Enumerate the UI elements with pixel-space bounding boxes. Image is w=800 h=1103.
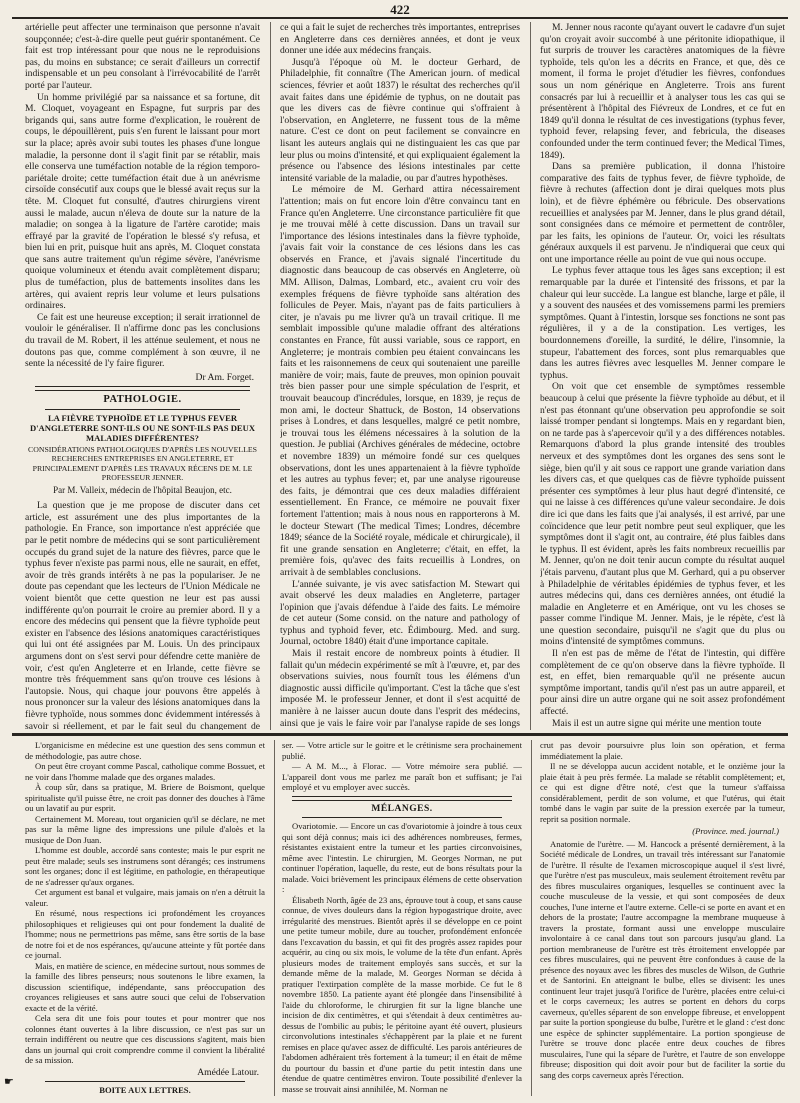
paragraph: Un homme privilégié par sa naissance et sa fortune, dit M. Cloquet, voyageant en Espagne, fut surpris par des brigands qui, sans autre forme d'explication, le rouèrent de coups, le dépouillèrent, puis s'en furent le laissant pour mort sur la place; après avoir subi toutes les phases d'une longue maladie, la personne dont il s'agit finit par se rétablir, mais elle conserva une tuméfaction notable de la région temporo-pariétale droite; cette tuméfaction était due à un anévrisme cirsoïde consécutif aux coups que le blessé avait reçus sur la tête. M. Cloquet fut consulté, d'autres chirurgiens virent aussi le malade, aucun n'éleva de doute sur la nature de la maladie; on songea à la ligature de l'artère carotide; mais effrayé par la gravité de l'opération le blessé s'y refusa, et bien lui en prit, puisque huit ans après, M. Cloquet constata que sans autre traitement qu'un régime sévère, l'anévrisme quoique volumineux et étendu avait complètement disparu; plus de tuméfaction, plus de battements insolites dans les artères, qui avaient repris leur volume et leurs pulsations ordinaires. <box>25 91 260 312</box>
paragraph: artérielle peut affecter une terminaison que personne n'avait soupçonnée; c'est-à-dire quelle peut guérir spontanément. Ce fait est trop intéressant pour que nous ne le reproduisions pas, du moins en substance; ce serait d'ailleurs un correctif indispensable et un peu consolant à l'irrévocabilité de l'arrêt porté par l'auteur. <box>25 22 260 91</box>
paragraph: L'homme est double, accordé sans conteste; mais le pur esprit ne peut être malade; seuls ses instrumens sont dérangés; ces instrumens sont les organes; donc il est légitime, en pathologie, en thérapeutique de ne s'adresser qu'aux organes. <box>25 845 265 887</box>
column-3 <box>540 22 785 730</box>
column-rule <box>274 740 275 1096</box>
paragraph: ce qui a fait le sujet de recherches très importantes, entreprises en Angleterre dans ces dernières années, et dont je veux donner une idée aux médecins français. <box>280 22 520 57</box>
paragraph: Il ne se développa aucun accident notable, et le onzième jour la plaie était à peu près fermée. La malade se rétablit complètement; et, ce qui est digne d'être noté, c'est que la tumeur s'affaissa considérablement, perdit de son volume, et que l'utérus, qui était tombé dans le vagin par suite de la pression exercée par la tumeur, reprit sa position normale. <box>540 761 785 824</box>
divider <box>45 1081 245 1082</box>
column-rule <box>531 740 532 1096</box>
paragraph: crut pas devoir poursuivre plus loin son opération, et ferma immédiatement la plaie. <box>540 740 785 761</box>
page-number: 422 <box>390 2 410 17</box>
paragraph: L'organicisme en médecine est une question des sens commun et de méthodologie, pas autre chose. <box>25 740 265 761</box>
paragraph: — A M. M..., à Florac. — Votre mémoire sera publié. — L'appareil dont vous me parlez me paraît bon et suffisant; je l'ai employé et vu employer avec succès. <box>282 761 522 792</box>
paragraph: Il n'en est pas de même de l'état de l'intestin, qui diffère complètement de ce qu'on observe dans la fièvre typhoïde. Il est, en effet, bien remarquable qu'il ne présente aucun symptôme important, tandis qu'il n'est pas un autre appareil, et pour ainsi dire un autre organe qui ne soit assez profondément affecté. <box>540 648 785 718</box>
article-subtitle: CONSIDÉRATIONS PATHOLOGIQUES D'APRÈS LES NOUVELLES RECHERCHES ENTREPRISES EN ANGLETERRE, ET PRINCIPALEMENT D'APRÈS LES TRAVAUX RÉCENS DE M. LE PROFESSEUR JENNER. <box>28 445 257 483</box>
section-divider <box>292 796 512 801</box>
column-2 <box>280 22 520 730</box>
letters-box-title: BOITE AUX LETTRES. <box>99 1085 191 1095</box>
paragraph: Ovariotomie. — Encore un cas d'ovariotomie à joindre à tous ceux qui sont déjà connus; mais ici des adhérences nombreuses, fermes, résistantes existaient entre la tumeur et les parties circonvoisines, même avec l'intestin. Le chirurgien, M. Georges Norman, ne put continuer l'opération, laquelle, du reste, eut de bons résultats pour la malade. Voici brièvement les principaux élémens de cette observation : <box>282 821 522 894</box>
section-divider <box>35 386 250 391</box>
section-title: PATHOLOGIE. <box>103 394 182 406</box>
bottom-column-2 <box>282 740 522 1096</box>
paragraph: Jusqu'à l'époque où M. le docteur Gerhard, de Philadelphie, fit connaître (The American journ. of medical sciences, février et août 1837) le résultat des recherches qu'il avait faites dans une épidémie de typhus, on ne doutait pas que les divers cas de fièvre continue qui s'offraient à l'observation, en Angleterre, ne fussent tous de la même nature. C'est ce dont on peut facilement se convaincre en lisant les auteurs anglais qui ne distinguaient les cas que par leur plus ou moins d'intensité, et qui expliquaient également la présence ou l'absence des lésions intestinales par cette intensité variable de la maladie, ou par d'autres hypothèses. <box>280 56 520 184</box>
header-rule <box>12 17 788 19</box>
source-citation: (Province. med. journal.) <box>692 826 779 836</box>
author-signature: Amédée Latour. <box>197 1066 259 1078</box>
byline: Par M. Valleix, médecin de l'hôpital Beaujon, etc. <box>53 484 232 495</box>
column-1 <box>25 22 260 730</box>
paragraph: Certainement M. Moreau, tout organicien qu'il se déclare, ne met pas sur la même ligne des impressions une pilule d'aloès et la musique de Don Juan. <box>25 813 265 845</box>
feuilleton-rule <box>12 733 788 736</box>
divider <box>45 409 240 410</box>
paragraph: Cet argument est banal et vulgaire, mais jamais on n'en a détruit la valeur. <box>25 887 265 908</box>
column-rule <box>270 22 271 730</box>
paragraph: M. Jenner nous raconte qu'ayant ouvert le cadavre d'un sujet qu'on croyait avoir succombé à une péritonite idiopathique, il fut surpris de trouver les caractères anatomiques de la fièvre typhoïde, tels qu'on les a décrits en France, et que, dès ce moment, il forma le projet d'étudier les fièvres, confondues sous un nom générique en Angleterre. Trois ans furent consacrés par lui à recueillir et à analyser tous les cas qui se présentèrent à l'hôpital des Fiévreux de Londres, et ce fut en 1849 qu'il donna le résultat de ces investigations (typhus fever, typhoid fever, relapsing fever, and febricula, the diseases confounded under the term continued fever; the Medical Times, 1849). <box>540 22 785 161</box>
paragraph: Le mémoire de M. Gerhard attira nécessairement l'attention; mais on fut encore loin d'être convaincu tant en France qu'en Angleterre. Une circonstance particulière fit que je me trouvai mêlé à cette discussion. Dans un travail sur l'importance des lésions intestinales dans la fièvre typhoïde, j'avais fait voir la constance de ces lésions dans les cas observés en France, et j'avais signalé l'incertitude du diagnostic dans beaucoup de cas observés en Angleterre, où MM. Allison, Dalmas, Lombard, etc., avaient cru voir des exemples fréquens de fièvre typhoïde sans altération des follicules de Peyer. Mais, n'ayant pas de faits particuliers à citer, je n'avais pu me livrer qu'à un travail critique. Il me semblait impossible qu'une maladie offrant des altérations constantes en France, fût aussi variable, sous ce rapport, en Angleterre; je montrais combien peu étaient convaincans les faits et les raisonnemens de ceux qui soutenaient une pareille manière de voir; mais, faute de preuves, mon opinion pouvait très bien passer pour une simple spéculation de l'esprit, et trouvait beaucoup d'incrédules, lorsque, en 1839, je reçus de mon ami, le docteur Shattuck, de Boston, 14 observations prises à Londres, et dans lesquelles, malgré ce petit nombre, je trouvai tous les élémens nécessaires à la solution de la question. Je publiai (Archives générales de médecine, octobre et novembre 1839) un mémoire fondé sur ces quelques observations, dont les unes appartenaient à la fièvre typhoïde et les autres au typhus fever; et, par une analyse rigoureuse des faits, je démontrai que ces deux maladies différaient essentiellement. En France, ce mémoire ne pouvait fixer fortement l'attention; mais à nous nous en rapporterons à M. le docteur Stewart (The medical Times; Londres, décembre 1849; séance de la Société royale, médicale et chirurgicale), il fit une grande sensation en Angleterre; c'était, en effet, la première fois, qu'avec des faits recueillis à Londres, on arrivait à de semblables conclusions. <box>280 184 520 578</box>
paragraph: Le typhus fever attaque tous les âges sans exception; il est remarquable par la durée et l'intensité des frissons, et par la chaleur qui leur succède. La langue est blanche, large et pâle, il y a souvent des nausées et des vomissemens parmi les premiers symptômes. Quant à l'intestin, lorsque ses fonctions ne sont pas régulières, il y a de la constipation. Les vertiges, les bourdonnemens d'oreille, la surdité, le délire, l'insomnie, la stupeur, l'abattement des forces, sont plus remarquables que dans les autres fièvres avec lesquelles M. Jenner compare le typhus. <box>540 265 785 381</box>
paragraph: Ce fait est une heureuse exception; il serait irrationnel de vouloir le généraliser. Il n'affirme donc pas les conclusions du travail de M. Robert, il les atténue seulement, et nous ne doutons pas que, comme complément à son œuvre, il ne sente la nécessité de l'y faire figurer. <box>25 311 260 370</box>
paragraph: Cela sera dit une fois pour toutes et pour montrer que nos colonnes étant ouvertes à la libre discussion, ce n'est pas sur un terrain indifférent ou neutre que ces discussions s'agitent, mais bien dans un journal qui croit comprendre comme il convient la libéralité de sa mission. <box>25 1013 265 1065</box>
paragraph: Élisabeth North, âgée de 23 ans, éprouve tout à coup, et sans cause connue, de vives douleurs dans la région hypogastrique droite, avec irrégularité des menstrues. Bientôt après il se développe en ce point une petite tumeur mobile, dure au toucher, profondément enfoncée dans l'excavation du bassin, et qui fit des progrès assez rapides pour acquérir, au cinq ou six mois, le volume de la tête d'un enfant. Après plusieurs modes de traitement employés sans succès, et sur la demande même de la malade, M. Georges Norman se décida à pratiquer l'extirpation complète de la masse morbide. Ce fut le 8 novembre 1850. La patiente ayant été plongée dans l'insensibilité à l'aide du chloroforme, le chirurgien fit sur la ligne blanche une incision de dix centimètres, et qui s'étendait à deux centimètres au-dessus de l'ombilic au pubis; le péritoine ayant été ouvert, plusieurs circonvolutions intestinales s'échappèrent par la plaie et ne furent remises en place qu'avec assez de difficulté. Les parois antérieures de l'abdomen adhéraient très fortement à la tumeur; il en était de même du pourtour du bassin et d'une partie du petit intestin dans une étendue de quatre centimètres environ. Toute possibilité d'enlever la masse se trouvait ainsi annihilée, M. Norman ne <box>282 894 522 1094</box>
paragraph: Mais il restait encore de nombreux points à étudier. Il fallait qu'un médecin expérimenté se mît à l'œuvre, et, par des observations suivies, nous fournît tous les élémens d'un diagnostic aussi difficile qu'important. C'est la tâche que s'est imposée M. le professeur Jenner, et dont il s'est acquitté de manière à ne laisser aucun doute dans l'esprit des médecins, ainsi que je vais le faire voir par l'analyse rapide de ses longs <box>280 648 520 729</box>
paragraph: Mais il est un autre signe qui mérite une mention toute <box>552 717 762 729</box>
pointing-hand-icon: ☛ <box>4 1076 14 1088</box>
paragraph: On voit que cet ensemble de symptômes ressemble beaucoup à celui que présente la fièvre typhoïde au début, et il n'est pas étonnant qu'une observation peu approfondie se soit laissé tromper pendant si longtemps. Mais en y regardant bien, on ne tarde pas à s'apercevoir qu'il y a des différences notables. Remarquons d'abord la plus grande intensité des troubles nerveux et des symptômes dont les organes des sens sont le siège, bien qu'il y ait sous ce rapport une grande variation dans les divers cas, et que quelques cas de fièvre typhoïde puissent présenter ces symptômes à leur plus haut degré d'intensité, ce qui ne laisse à ces différences qu'une valeur secondaire. Je dois dire ici que dans les faits que j'ai analysés, il est arrivé, par une coïncidence que leur petit nombre peut seul expliquer, que les symptômes dont il s'agit ont, au contraire, été plus faibles dans le typhus. Il est évident, après les faits nombreux recueillis par M. Jenner, qu'on ne doit tenir aucun compte du résultat auquel j'étais parvenu, d'autant plus que M. Gerhard, qui a pu observer à Philadelphie de véritables épidémies de typhus fever, et les autres médecins qui, dans ces dernières années, ont étudié la maladie en Angleterre et en Amérique, ont vu les choses se passer comme l'indique M. Jenner. Mais, je le répète, c'est là une question secondaire, puisqu'il ne s'agit que du plus ou moins d'intensité de symptômes communs. <box>540 381 785 648</box>
paragraph: La question que je me propose de discuter dans cet article, est assurément une des plus importantes de la pathologie. En France, son importance n'est appréciée que par le petit nombre de médecins qui se sont particulièrement occupés du grand sujet de la nature des fièvres, parce que le typhus fever n'existe pas parmi nous, elle ne saurait, en effet, avoir de très grands intérêts à ne pas la populariser. Je ne doute pas cependant que les lecteurs de l'Union Médicale ne voient bientôt que cette question ne leur est pas aussi indifférente qu'on pourrait le croire au premier abord. Il y a encore des médecins qui pensent que la fièvre typhoïde peut exister en l'absence des lésions anatomiques caractéristiques qui lui ont été assignées par M. Louis. Un des principaux argumens dont on s'est servi pour défendre cette manière de voir, c'est qu'en Angleterre et en Irlande, cette fièvre se montre très fréquemment sans qu'on trouve ces lésions à l'autopsie. Nous, qui chaque jour pouvons être appelés à nous prononcer sur la valeur des lésions anatomiques dans la fièvre typhoïde, nous sommes donc évidemment intéressés à savoir si réellement, et par le fait seul du changement de <box>25 500 260 730</box>
divider <box>302 817 502 818</box>
paragraph: Mais, en matière de science, en médecine surtout, nous sommes de la famille des libres penseurs; nous soutenons le libre examen, la discussion scientifique, indépendante, sans préoccupation des croyances religieuses et sans autre souci que celui de l'observation exacte et de la vérité. <box>25 960 265 1013</box>
bottom-column-3 <box>540 740 785 1096</box>
paragraph: Anatomie de l'urètre. — M. Hancock a présenté dernièrement, à la Société médicale de Londres, un travail très intéressant sur l'anatomie de l'urètre. Il résulte de l'examen microscopique auquel il s'est livré, que l'urètre n'est pas musculeux, mais seulement étroitement revêtu par des fibres musculaires organiques, lesquelles se continuent avec la couche musculeuse de la vessie, et qui sont composées de deux couches, l'une interne et l'autre externe. Celle-ci se porte en avant et en dehors de la prostate; l'autre accompagne la membrane muqueuse à travers la prostate, formant aussi une enveloppe musculaire involontaire à ce canal dans tout son parcours jusqu'au gland. La portion membraneuse de l'urètre est très étroitement enveloppée par ces fibres musculaires, qui ne peuvent être confondues à cause de la présence des noyaux avec les fibres des muscles de Wilson, de Guthrie et de Santorini. En atteignant le bulbe, elles se divisent: les unes continuent leur trajet jusqu'à l'orifice de l'urètre, placées entre celui-ci et le corps caverneux; les autres se portent en dehors du corps caverneux, qu'elles séparent de son enveloppe fibreuse, et enveloppent par suite la portion spongieuse du bulbe, l'urètre et le gland : c'est donc une espèce de sphincter supplémentaire. La portion spongieuse de l'urètre se trouve donc placée entre deux couches de fibres musculaires, l'une qui la sépare de l'urètre, et l'autre de son enveloppe fibreuse; disposition qui doit avoir pour but de faciliter la sortie du sang des corps caverneux après l'érection. <box>540 838 785 1080</box>
paragraph: On peut être croyant comme Pascal, catholique comme Bossuet, et ne voir dans l'homme malade que des organes malades. <box>25 761 265 782</box>
author-signature: Dr Am. Forget. <box>195 371 254 383</box>
paragraph: À coup sûr, dans sa pratique, M. Briere de Boismont, quelque spiritualiste qu'il puisse être, ne croit pas donner des douches à l'âme ou un lavatif au pur esprit. <box>25 782 265 813</box>
paragraph: En résumé, nous respections ici profondément les croyances philosophiques et religieuses qui ont pour fondement la dualité de l'homme; nous ne permettrions pas même, sans être sortis de la base de notre foi et de nos espérances, qu'aucune atteinte y fût portée dans ce journal. <box>25 908 265 960</box>
bottom-column-1 <box>25 740 265 1096</box>
paragraph: Dans sa première publication, il donna l'histoire comparative des faits de typhus fever, de fièvre typhoïde, de fièvre à rechutes (affection dont je dirai quelques mots plus loin), et de fièvre éphémère ou fébricule. Des observations recueillies et analysées par M. Jenner, dans le plus grand détail, sont consignées dans ce mémoire et permettent de contrôler, par les faits, les opinions de l'auteur. Or, voici les résultats généraux auxquels il est parvenu. Je n'indiquerai que ceux qui ont une importance réelle au point de vue qui nous occupe. <box>540 161 785 265</box>
column-rule <box>530 22 531 730</box>
section-title: MÉLANGES. <box>371 803 433 814</box>
article-title: LA FIÈVRE TYPHOÏDE ET LE TYPHUS FEVER D'ANGLETERRE SONT-ILS OU NE SONT-ILS PAS DEUX MALADIES DIFFÉRENTES? <box>29 413 256 443</box>
paragraph: ser. — Votre article sur le goitre et le crétinisme sera prochainement publié. <box>282 740 522 761</box>
paragraph: L'année suivante, je vis avec satisfaction M. Stewart qui avait observé les deux maladies en Angleterre, partager l'opinion que j'avais défendue à l'aide des faits. Le mémoire de cet auteur (Some consid. on the nature and pathology of typhus and typhoid fever, etc. Édimbourg. Med. and surg. Journal, octobre 1840) était d'une importance capitale. <box>280 578 520 648</box>
